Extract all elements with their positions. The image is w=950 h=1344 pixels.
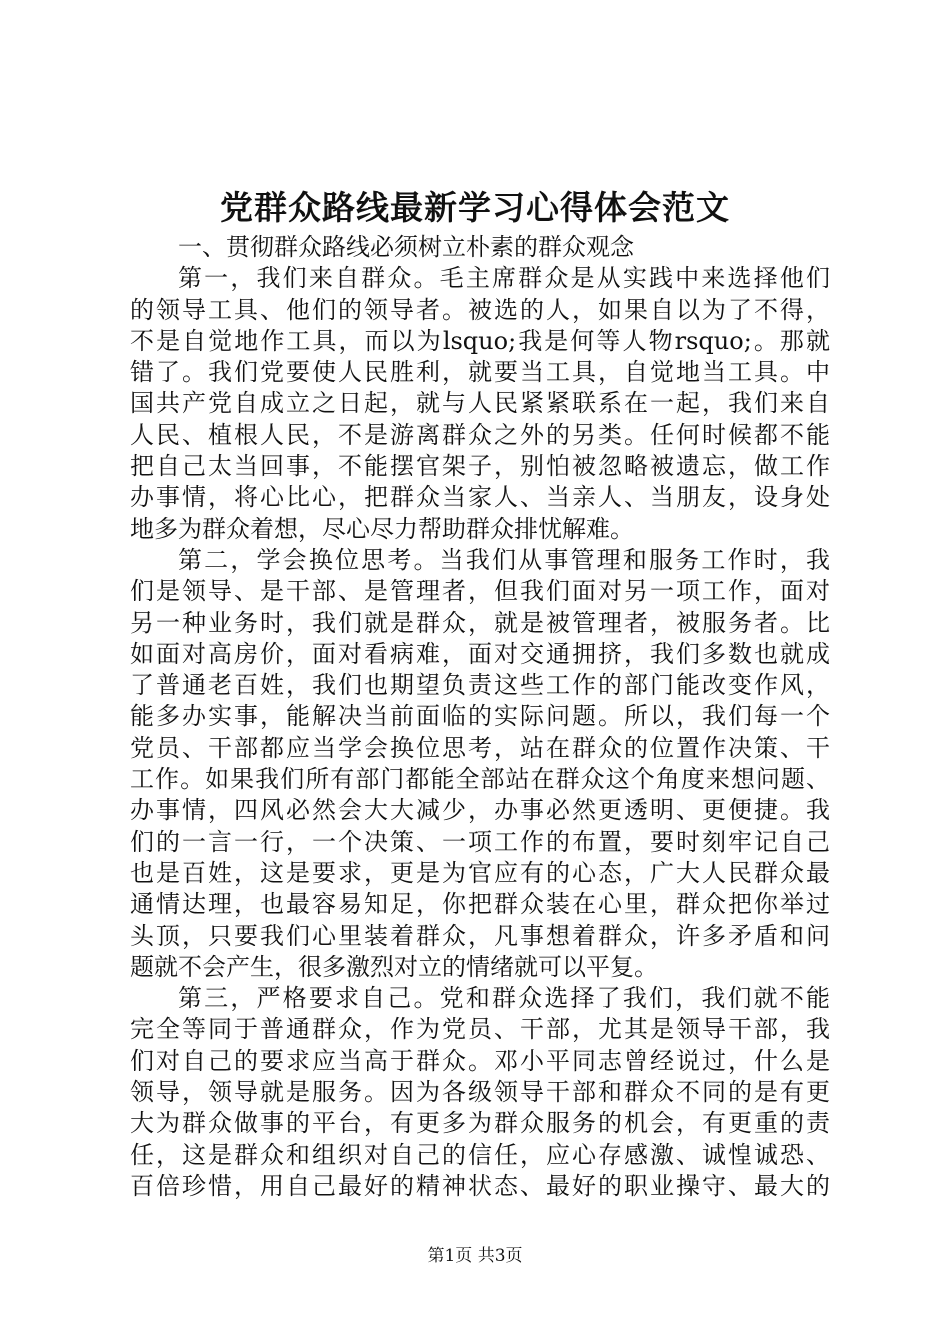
text-line: 第二，学会换位思考。当我们从事管理和服务工作时，我	[178, 545, 830, 574]
text-line: 地多为群众着想，尽心尽力帮助群众排忧解难。	[130, 514, 634, 543]
text-line: 领导，领导就是服务。因为各级领导干部和群众不同的是有更	[130, 1078, 830, 1107]
text-line: 第一，我们来自群众。毛主席群众是从实践中来选择他们	[178, 264, 830, 293]
text-line: 通情达理，也最容易知足，你把群众装在心里，群众把你举过	[130, 890, 830, 919]
text-line: 第三，严格要求自己。党和群众选择了我们，我们就不能	[178, 984, 830, 1013]
text-line: 完全等同于普通群众，作为党员、干部，尤其是领导干部，我	[130, 1015, 830, 1044]
text-line: 了普通老百姓，我们也期望负责这些工作的部门能改变作风，	[130, 671, 830, 700]
text-line: 们是领导、是干部、是管理者，但我们面对另一项工作，面对	[130, 577, 830, 606]
text-line: 把自己太当回事，不能摆官架子，别怕被忽略被遗忘，做工作	[130, 452, 830, 481]
text-line: 一、贯彻群众路线必须树立朴素的群众观念	[178, 233, 634, 261]
text-line: 们对自己的要求应当高于群众。邓小平同志曾经说过，什么是	[130, 1046, 830, 1075]
text-line: 党员、干部都应当学会换位思考，站在群众的位置作决策、干	[130, 733, 830, 762]
text-line: 另一种业务时，我们就是群众，就是被管理者，被服务者。比	[130, 608, 830, 637]
document-title: 党群众路线最新学习心得体会范文	[220, 188, 730, 227]
text-line: 人民、植根人民，不是游离群众之外的另类。任何时候都不能	[130, 420, 830, 449]
text-line: 任，这是群众和组织对自己的信任，应心存感激、诚惶诚恐、	[130, 1140, 830, 1169]
text-line: 大为群众做事的平台，有更多为群众服务的机会，有更重的责	[130, 1109, 830, 1138]
text-line: 们的一言一行，一个决策、一项工作的布置，要时刻牢记自己	[130, 827, 830, 856]
text-line: 错了。我们党要使人民胜利，就要当工具，自觉地当工具。中	[130, 358, 830, 387]
text-line: 的领导工具、他们的领导者。被选的人，如果自以为了不得，	[130, 295, 830, 324]
page-footer: 第1页 共3页	[427, 1246, 523, 1266]
text-line: 百倍珍惜，用自己最好的精神状态、最好的职业操守、最大的	[130, 1171, 830, 1200]
text-line: 能多办实事，能解决当前面临的实际问题。所以，我们每一个	[130, 702, 830, 731]
text-line: 也是百姓，这是要求，更是为官应有的心态，广大人民群众最	[130, 858, 830, 887]
text-line: 不是自觉地作工具，而以为lsquo;我是何等人物rsquo;。那就	[130, 326, 830, 355]
text-line: 头顶，只要我们心里装着群众，凡事想着群众，许多矛盾和问	[130, 921, 830, 950]
text-line: 工作。如果我们所有部门都能全部站在群众这个角度来想问题、	[130, 765, 830, 794]
text-line: 题就不会产生，很多激烈对立的情绪就可以平复。	[130, 952, 658, 981]
text-line: 办事情，四风必然会大大减少，办事必然更透明、更便捷。我	[130, 796, 830, 825]
text-line: 如面对高房价，面对看病难，面对交通拥挤，我们多数也就成	[130, 639, 830, 668]
text-line: 国共产党自成立之日起，就与人民紧紧联系在一起，我们来自	[130, 389, 830, 418]
text-line: 办事情，将心比心，把群众当家人、当亲人、当朋友，设身处	[130, 483, 830, 512]
document-body	[130, 232, 830, 1202]
